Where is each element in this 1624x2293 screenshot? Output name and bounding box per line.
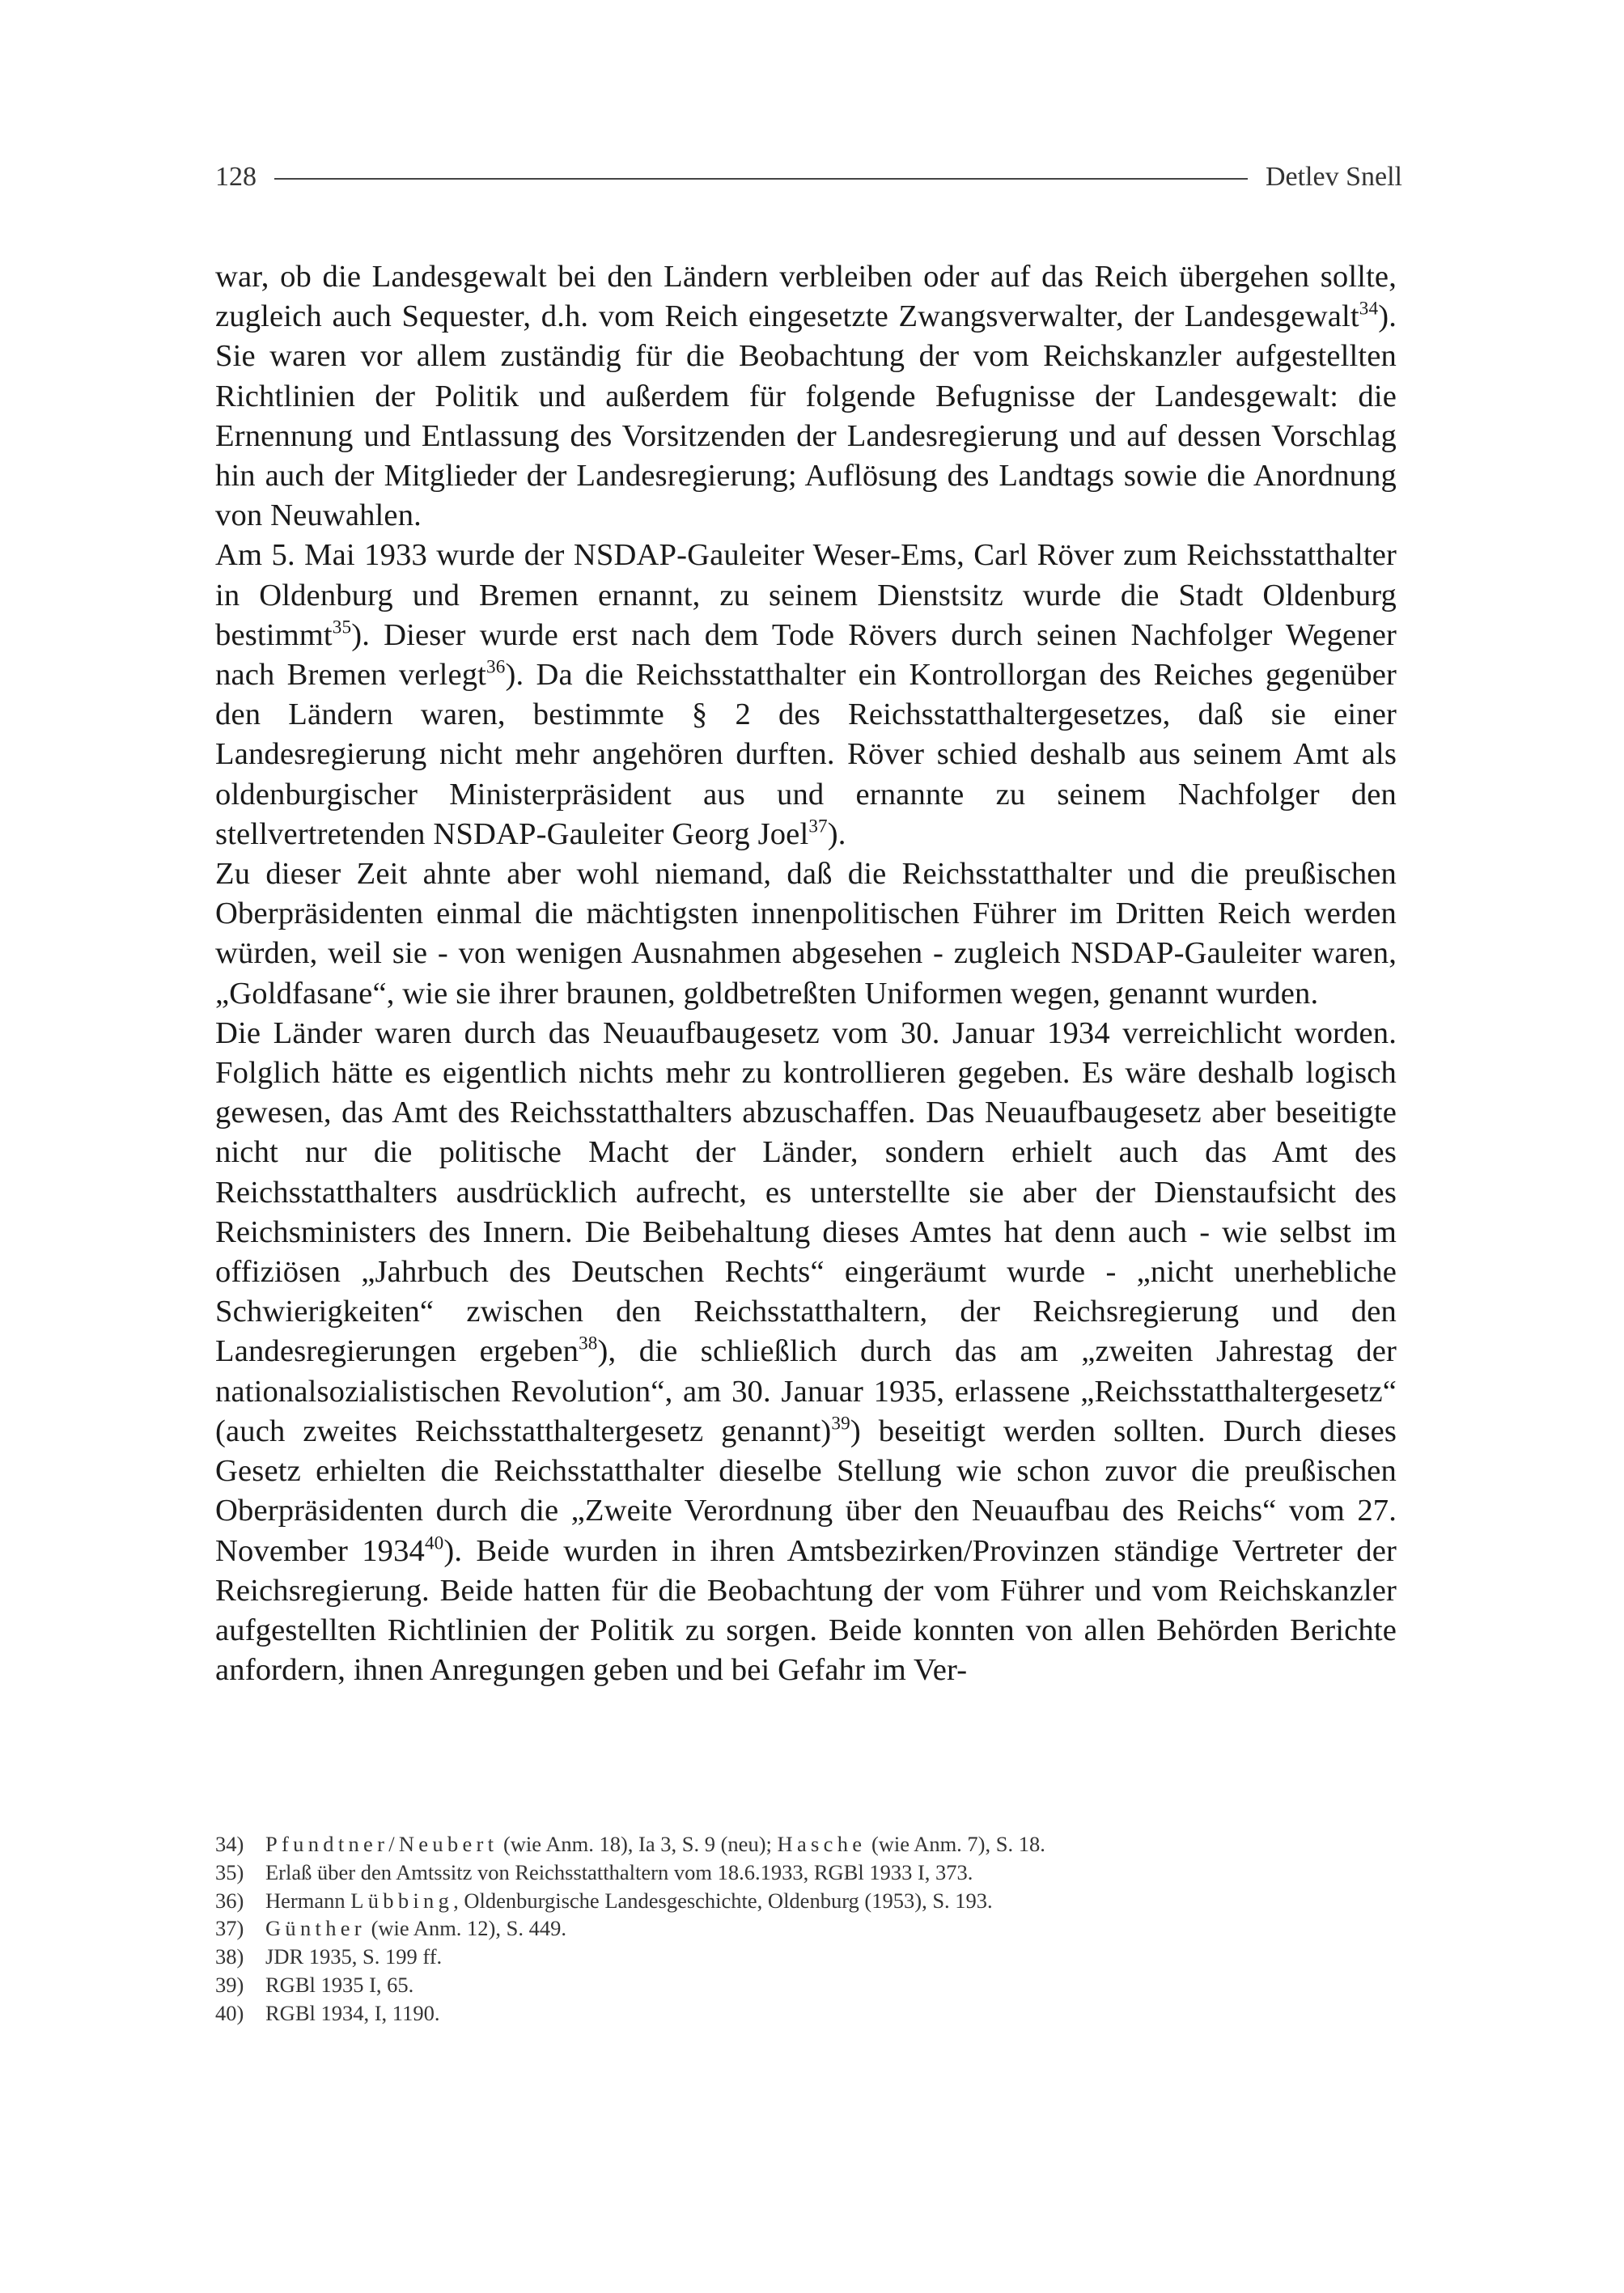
text-run: ) beseitigt werden sollten. Durch dieses Gesetz erhielten die Reichsstatthalter dieselbe Stellung wie schon zuvor die preußischen Oberpräsidenten durch die „Zweite Verordnung über den Neuaufbau des Reichs“ vom 27. November 1934 <box>215 1414 1397 1568</box>
footnote-reference: 39 <box>831 1413 850 1435</box>
footnote <box>215 1971 1397 1999</box>
running-header <box>215 162 1402 193</box>
footnote-reference: 34 <box>1359 298 1379 320</box>
footnote-text <box>265 1943 1397 1971</box>
spaced-author-name: Pfundtner/Neubert <box>265 1832 498 1856</box>
footnote-number: 35) <box>215 1859 244 1884</box>
footnote <box>215 1914 1397 1943</box>
text-run: Hermann <box>265 1888 351 1913</box>
header-rule <box>274 178 1248 180</box>
paragraph <box>215 854 1397 1014</box>
text-run: JDR 1935, S. 199 ff. <box>265 1944 443 1969</box>
spaced-author-name: Günther <box>265 1916 366 1941</box>
footnote-text <box>265 1859 1397 1887</box>
footnote <box>215 1943 1397 1971</box>
paragraph <box>215 536 1397 854</box>
paragraph <box>215 1014 1397 1690</box>
footnote-reference: 40 <box>424 1532 444 1554</box>
text-run: ). Dieser wurde erst nach dem Tode Rövers durch seinen Nachfolger Wegener nach Bremen verlegt <box>215 617 1397 693</box>
text-run: Zu dieser Zeit ahnte aber wohl niemand, daß die Reichsstatthalter und die preußischen Oberpräsidenten einmal die mächtigsten innenpolitischen Führer im Dritten Reich werden würden, weil sie - von wenigen Ausnahmen abgesehen - zugleich NSDAP-Gauleiter waren, „Goldfasane“, wie sie ihrer braunen, goldbetreßten Uniformen wegen, genannt wurden. <box>215 857 1397 1011</box>
text-run: (wie Anm. 12), S. 449. <box>365 1916 566 1941</box>
footnote <box>215 1830 1397 1859</box>
text-run: (wie Anm. 18), Ia 3, S. 9 (neu); <box>498 1832 778 1856</box>
footnote-reference: 38 <box>579 1333 598 1355</box>
footnote-number: 40) <box>215 2000 244 2025</box>
text-run: RGBl 1934, I, 1190. <box>265 2000 440 2025</box>
text-run: ). Beide wurden in ihren Amtsbezirken/Provinzen ständige Vertreter der Reichsregierung. Beide hatten für die Beobachtung der vom Führer und vom Reichskanzler aufgestellten Richtlinien der Politik zu sorgen. Beide konnten von allen Behörden Berichte anfordern, ihnen Anregungen geben und bei Gefahr im Ver- <box>215 1533 1397 1688</box>
footnote-reference: 36 <box>486 656 506 678</box>
footnote-text <box>265 1971 1397 1999</box>
running-author: Detlev Snell <box>1265 162 1402 192</box>
spaced-author-name: Lübbing <box>350 1888 454 1913</box>
footnote-number: 39) <box>215 1972 244 1997</box>
footnote <box>215 1859 1397 1887</box>
body-text <box>215 257 1397 1690</box>
footnote-number: 34) <box>215 1832 244 1856</box>
footnotes <box>215 1830 1397 2028</box>
footnote-text <box>265 1914 1397 1943</box>
text-run: RGBl 1935 I, 65. <box>265 1972 414 1997</box>
footnote-reference: 37 <box>808 816 828 837</box>
text-run: Am 5. Mai 1933 wurde der NSDAP-Gauleiter Weser-Ems, Carl Röver zum Reichsstatthalter in Oldenburg und Bremen ernannt, zu seinem Dienstsitz wurde die Stadt Oldenburg bestimmt <box>215 538 1397 652</box>
footnote-text <box>265 1999 1397 2028</box>
footnote-text <box>265 1830 1397 1859</box>
text-run: ). Sie waren vor allem zuständig für die Beobachtung der vom Reichskanzler aufgestellten Richtlinien der Politik und außerdem für folgende Befugnisse der Landesgewalt: die Ernennung und Entlassung des Vorsitzenden der Landesregierung und auf dessen Vorschlag hin auch der Mitglieder der Landesregierung; Auflösung des Landtags sowie die Anordnung von Neuwahlen. <box>215 299 1397 533</box>
text-run: Erlaß über den Amtssitz von Reichsstatthaltern vom 18.6.1933, RGBl 1933 I, 373. <box>265 1859 973 1884</box>
paragraph <box>215 257 1397 536</box>
text-run: ), die schließlich durch das am „zweiten Jahrestag der nationalsozialistischen Revolution“, am 30. Januar 1935, erlassene „Reichsstatthaltergesetz“ (auch zweites Reichsstatthaltergesetz genannt) <box>215 1334 1397 1448</box>
footnote <box>215 1887 1397 1915</box>
text-run: ). <box>827 816 846 851</box>
footnote-number: 36) <box>215 1888 244 1913</box>
footnote <box>215 1999 1397 2028</box>
footnote-reference: 35 <box>332 617 352 638</box>
text-run: ). Da die Reichsstatthalter ein Kontrollorgan des Reiches gegenüber den Ländern waren, bestimmte § 2 des Reichsstatthaltergesetzes, daß sie einer Landesregierung nicht mehr angehören durften. Röver schied deshalb aus seinem Amt als oldenburgischer Ministerpräsident aus und ernannte zu seinem Nachfolger den stellvertretenden NSDAP-Gauleiter Georg Joel <box>215 658 1397 851</box>
page-number: 128 <box>215 162 257 192</box>
spaced-author-name: Hasche <box>777 1832 867 1856</box>
footnote-number: 38) <box>215 1944 244 1969</box>
text-run: Die Länder waren durch das Neuaufbaugesetz vom 30. Januar 1934 verreichlicht worden. Folglich hätte es eigentlich nichts mehr zu kontrollieren gegeben. Es wäre deshalb logisch gewesen, das Amt des Reichsstatthalters abzuschaffen. Das Neuaufbaugesetz aber beseitigte nicht nur die politische Macht der Länder, sondern erhielt auch das Amt des Reichsstatthalters ausdrücklich aufrecht, es unterstellte sie aber der Dienstaufsicht des Reichsministers des Innern. Die Beibehaltung dieses Amtes hat denn auch - wie selbst im offiziösen „Jahrbuch des Deutschen Rechts“ eingeräumt wurde - „nicht unerhebliche Schwierigkeiten“ zwischen den Reichsstatthaltern, der Reichsregierung und den Landesregierungen ergeben <box>215 1015 1397 1369</box>
footnote-number: 37) <box>215 1916 244 1941</box>
text-run: war, ob die Landesgewalt bei den Ländern verbleiben oder auf das Reich übergehen sollte, zugleich auch Sequester, d.h. vom Reich eingesetzte Zwangsverwalter, der Landesgewalt <box>215 260 1397 334</box>
footnote-text <box>265 1887 1397 1915</box>
text-run: (wie Anm. 7), S. 18. <box>866 1832 1045 1856</box>
text-run: , Oldenburgische Landesgeschichte, Oldenburg (1953), S. 193. <box>453 1888 993 1913</box>
